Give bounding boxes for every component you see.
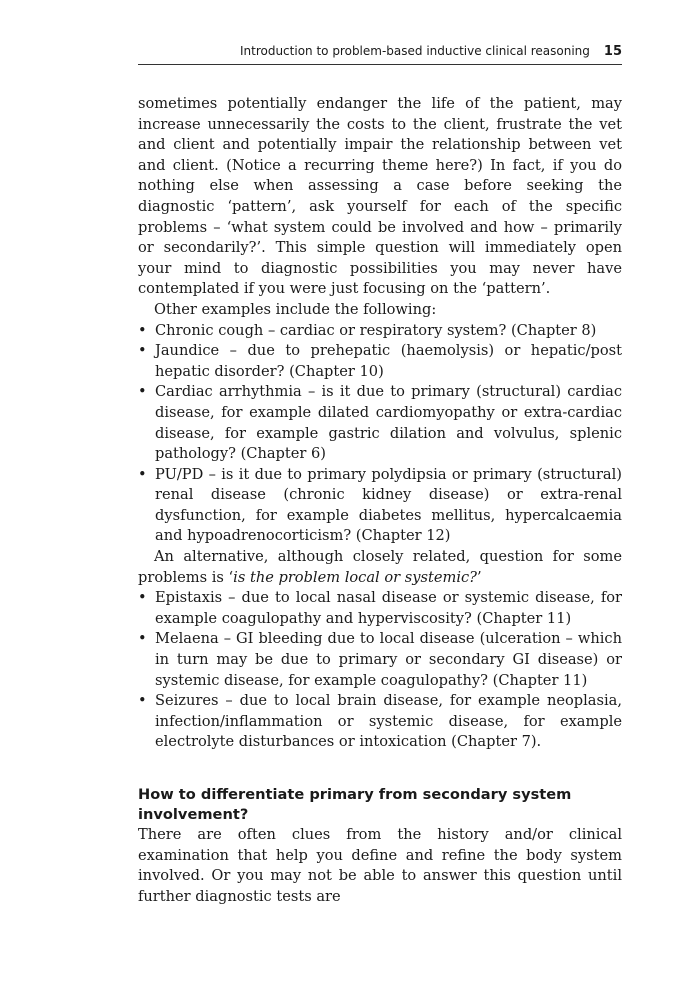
list-item: • Epistaxis – due to local nasal disease or systemic disease, for example coagulopathy and hyperviscosity? (Chapter 11) <box>138 588 622 629</box>
bullet-list <box>138 321 622 548</box>
paragraph: Other examples include the following: <box>154 300 437 318</box>
bullet-list <box>138 588 622 753</box>
section-heading: How to differentiate primary from secondary system involvement? <box>138 786 572 823</box>
list-item: • PU/PD – is it due to primary polydipsia or primary (structural) renal disease (chronic kidney disease) or extra-renal dysfunction, for example diabetes mellitus, hypercalcaemia and hypoadrenocorticism? (Chapter 12) <box>138 465 622 547</box>
paragraph: There are often clues from the history and/or clinical examination that help you define and refine the body system involved. Or you may not be able to answer this question until further diagnostic tests are <box>138 826 622 905</box>
list-item: • Melaena – GI bleeding due to local disease (ulceration – which in turn may be due to primary or secondary GI disease) or systemic disease, for example coagulopathy? (Chapter 11) <box>138 629 622 691</box>
paragraph: sometimes potentially endanger the life of the patient, may increase unnecessarily the costs to the client, frustrate the vet and client and potentially impair the relationship between vet and client. (Notice a recurring theme here?) In fact, if you do nothing else when assessing a case before seeking the diagnostic ‘pattern’, ask yourself for each of the specific problems – ‘what system could be involved and how – primarily or secondarily?’. This simple question will immediately open your mind to diagnostic possibilities you may never have contemplated if you were just focusing on the ‘pattern’. <box>138 95 622 298</box>
paragraph <box>138 547 622 588</box>
list-item: • Jaundice – due to prehepatic (haemolysis) or hepatic/post hepatic disorder? (Chapter 10) <box>138 341 622 382</box>
paragraph-lead: An alternative, although closely related, question for some problems is ‘ <box>138 548 622 586</box>
running-header <box>138 44 622 65</box>
paragraph-tail: ’ <box>476 568 482 586</box>
body-text <box>138 94 622 907</box>
list-item: • Cardiac arrhythmia – is it due to primary (structural) cardiac disease, for example dilated cardiomyopathy or extra-cardiac disease, for example gastric dilation and volvulus, splenic pathology? (Chapter 6) <box>138 382 622 464</box>
list-item: • Seizures – due to local brain disease, for example neoplasia, infection/inflammation or systemic disease, for example electrolyte disturbances or intoxication (Chapter 7). <box>138 691 622 753</box>
page-number: 15 <box>603 44 622 59</box>
italic-question: is the problem local or systemic? <box>233 568 477 586</box>
running-title: Introduction to problem-based inductive clinical reasoning <box>239 44 590 58</box>
list-item: • Chronic cough – cardiac or respiratory system? (Chapter 8) <box>138 321 622 342</box>
